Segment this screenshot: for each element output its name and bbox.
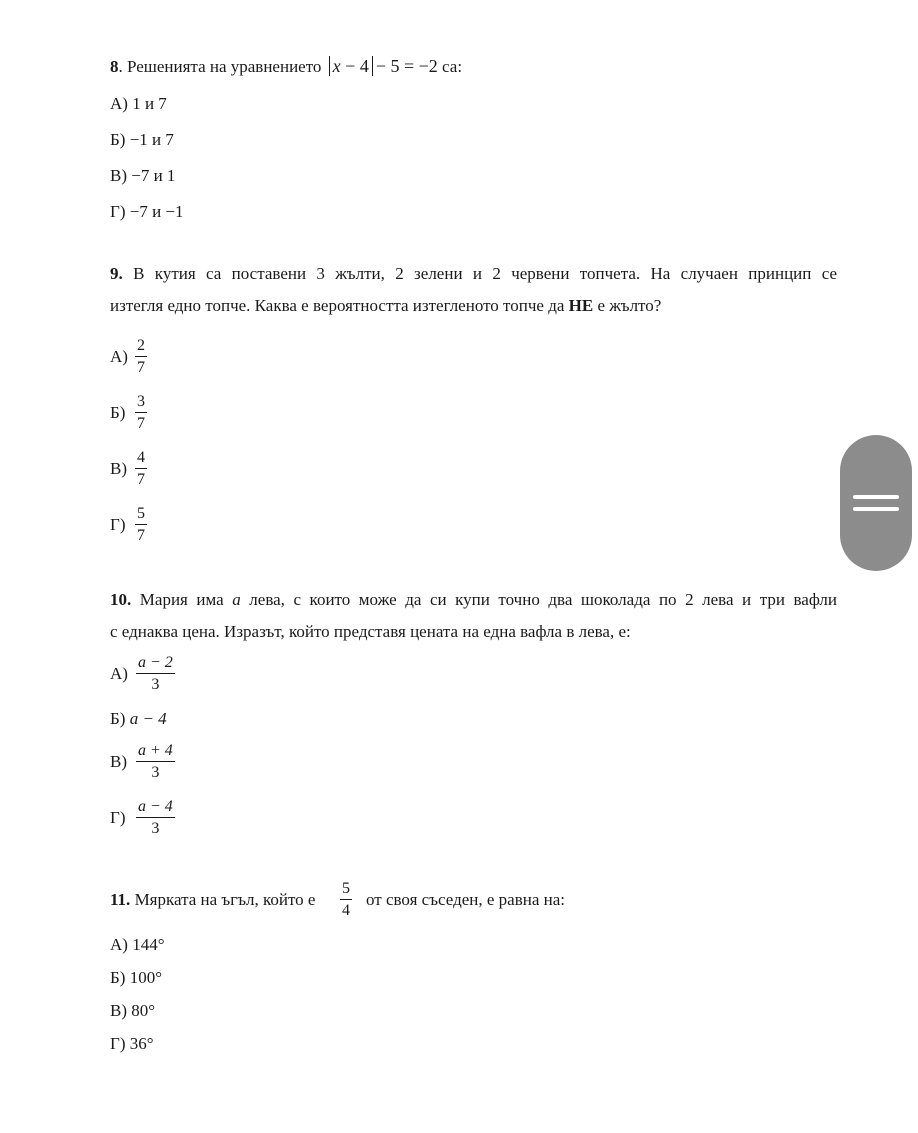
question-8-text: . Решенията на уравнението [118, 57, 322, 76]
question-8-equation: x − 4 − 5 = −2 [326, 56, 438, 76]
question-11-option-d[interactable]: Г) 36° [110, 1034, 154, 1053]
question-10-line-2: с еднаква цена. Изразът, който представя цената на една вафла в лева, е: [110, 622, 631, 641]
fraction: $\frac{a - 4}{3}$ [138, 798, 173, 837]
question-11-option-a[interactable]: А) 144° [110, 935, 165, 954]
fraction: $\frac{4}{7}$ [137, 449, 145, 488]
question-8-option-d[interactable]: Г) −7 и −1 [110, 202, 184, 221]
question-8-option-b[interactable]: Б) −1 и 7 [110, 130, 174, 149]
fraction: $\frac{a + 4}{3}$ [138, 742, 173, 781]
fraction: $\frac{3}{7}$ [137, 393, 145, 432]
question-8-option-c[interactable]: В) −7 и 1 [110, 166, 176, 185]
fraction: $\frac{2}{7}$ [137, 337, 145, 376]
question-9-line-1: 9. В кутия са поставени 3 жълти, 2 зелени и 2 червени топчета. На случаен принцип се [110, 264, 838, 283]
question-10-option-b[interactable]: Б) a − 4 [110, 709, 167, 728]
question-8-text-end: са: [442, 57, 463, 76]
question-10-number: 10. [110, 590, 132, 609]
question-8-prompt [110, 56, 462, 77]
question-11-prompt-start: 11. Мярката на ъгъл, който е [110, 890, 316, 909]
question-11-fraction: $\frac{5}{4}$ [342, 880, 350, 919]
question-9-line-2: изтегля едно топче. Каква е вероятността изтегленото топче да НЕ е жълто? [110, 296, 662, 315]
fraction: $\frac{5}{7}$ [137, 505, 145, 544]
question-11-number: 11. [110, 890, 131, 909]
question-8-option-a[interactable]: А) 1 и 7 [110, 94, 167, 113]
question-8-number: 8 [110, 57, 119, 76]
scroll-handle[interactable] [840, 435, 912, 571]
question-9-number: 9. [110, 264, 123, 283]
question-11-option-c[interactable]: В) 80° [110, 1001, 156, 1020]
question-11-option-b[interactable]: Б) 100° [110, 968, 162, 987]
question-10-line-1: 10. Мария има а лева, с които може да си купи точно два шоколада по 2 лева и три вафли [110, 590, 837, 609]
fraction: $\frac{a - 2}{3}$ [138, 654, 173, 693]
question-11-prompt-end: от своя съседен, е равна на: [366, 890, 565, 909]
